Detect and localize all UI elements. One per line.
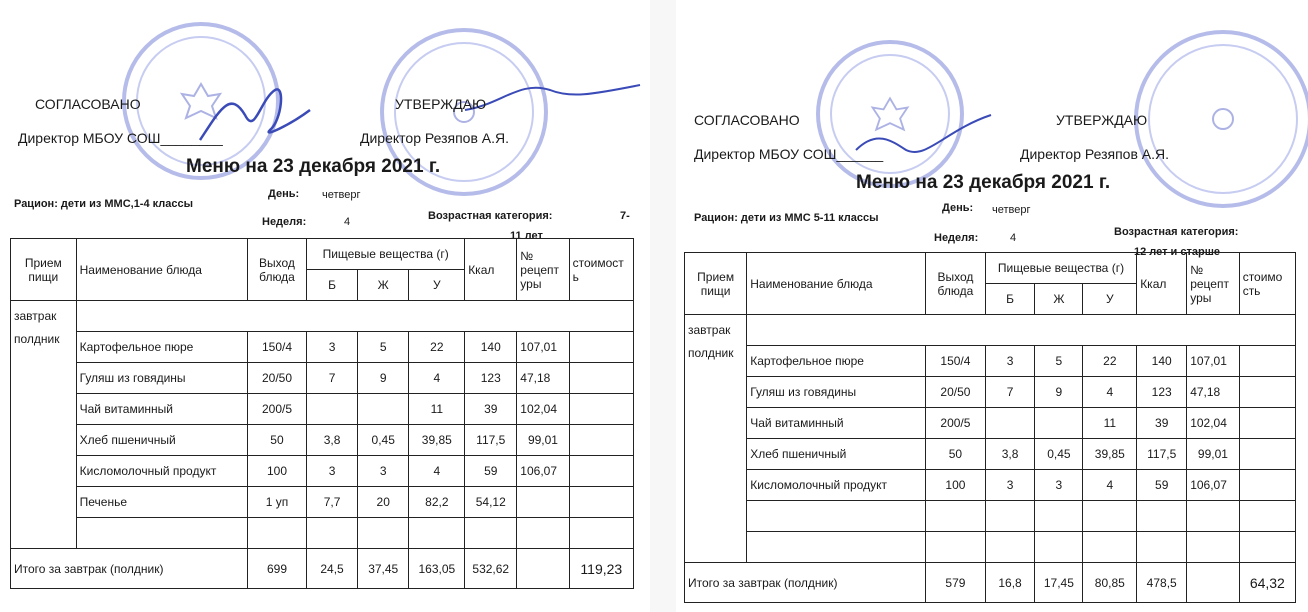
director-school-text: Директор МБОУ СОШ <box>18 130 161 146</box>
dish-yield: 50 <box>247 425 306 456</box>
dish-carbs <box>409 518 465 549</box>
total-label: Итого за завтрак (полдник) <box>11 549 248 589</box>
day-value: четверг <box>992 204 1031 216</box>
day-label: День: <box>268 188 300 200</box>
dish-fat: 3 <box>357 456 408 487</box>
dish-protein <box>985 532 1035 563</box>
dish-carbs: 82,2 <box>409 487 465 518</box>
dish-recipe: 106,07 <box>517 456 569 487</box>
dish-kcal: 39 <box>465 394 517 425</box>
table-row <box>685 315 1296 346</box>
total-yield: 699 <box>247 549 306 589</box>
dish-fat <box>357 394 408 425</box>
table-row <box>11 518 634 549</box>
dish-cost <box>569 394 633 425</box>
director-name-label: Директор Резяпов А.Я. <box>1020 146 1169 162</box>
dish-carbs: 11 <box>409 394 465 425</box>
dish-name: Кисломолочный продукт <box>747 470 926 501</box>
dish-kcal: 59 <box>1137 470 1187 501</box>
dish-carbs: 39,85 <box>1083 439 1137 470</box>
dish-cost <box>1239 439 1295 470</box>
table-row <box>11 487 634 518</box>
dish-carbs: 39,85 <box>409 425 465 456</box>
total-recipe <box>1187 563 1239 603</box>
week-label: Неделя: <box>262 216 307 228</box>
col-kcal: Ккал <box>1137 253 1187 315</box>
meal-snack-text: полдник <box>688 345 734 360</box>
dish-kcal: 117,5 <box>1137 439 1187 470</box>
dish-recipe <box>517 518 569 549</box>
dish-cost <box>569 425 633 456</box>
approved-right-label: УТВЕРЖДАЮ <box>395 96 487 112</box>
col-yield: Выход блюда <box>247 239 306 301</box>
dish-name: Хлеб пшеничный <box>747 439 926 470</box>
dish-carbs: 22 <box>409 332 465 363</box>
table-row <box>11 456 634 487</box>
meal-snack-label <box>685 346 747 563</box>
dish-name: Печенье <box>76 487 247 518</box>
col-fat: Ж <box>1035 284 1083 315</box>
total-kcal: 478,5 <box>1137 563 1187 603</box>
table-row <box>685 532 1296 563</box>
dish-cost <box>1239 470 1295 501</box>
dish-fat <box>1035 408 1083 439</box>
col-fat: Ж <box>357 270 408 301</box>
dish-cost <box>1239 532 1295 563</box>
dish-name: Гуляш из говядины <box>747 377 926 408</box>
dish-cost <box>569 487 633 518</box>
dish-protein <box>985 408 1035 439</box>
dish-carbs: 22 <box>1083 346 1137 377</box>
dish-yield: 20/50 <box>926 377 986 408</box>
handwritten-signature <box>190 70 320 160</box>
total-recipe <box>517 549 569 589</box>
dish-protein <box>307 394 358 425</box>
table-row <box>11 332 634 363</box>
director-name-label: Директор Резяпов А.Я. <box>360 130 509 146</box>
dish-kcal <box>465 518 517 549</box>
dish-kcal: 123 <box>1137 377 1187 408</box>
dish-name: Гуляш из говядины <box>76 363 247 394</box>
week-value: 4 <box>344 216 351 228</box>
dish-recipe: 102,04 <box>517 394 569 425</box>
dish-yield: 200/5 <box>247 394 306 425</box>
dish-cost <box>569 518 633 549</box>
dish-recipe: 99,01 <box>517 425 569 456</box>
dish-carbs: 4 <box>409 456 465 487</box>
table-row <box>685 470 1296 501</box>
table-header-row <box>685 253 1296 284</box>
dish-kcal <box>1137 501 1187 532</box>
total-row <box>685 563 1296 603</box>
dish-yield: 100 <box>926 470 986 501</box>
dish-name <box>76 518 247 549</box>
dish-fat: 0,45 <box>357 425 408 456</box>
dish-protein: 3 <box>985 346 1035 377</box>
handwritten-signature <box>460 60 650 130</box>
age-category-label: Возрастная категория: <box>1114 226 1239 238</box>
dish-kcal: 140 <box>465 332 517 363</box>
meal-breakfast-label: завтрак <box>11 301 77 332</box>
total-cost: 64,32 <box>1239 563 1295 603</box>
dish-carbs: 11 <box>1083 408 1137 439</box>
dish-yield: 150/4 <box>247 332 306 363</box>
col-dish: Наименование блюда <box>747 253 926 315</box>
ration-label: Рацион: дети из ММС,1-4 классы <box>14 198 194 210</box>
menu-table <box>684 252 1296 603</box>
dish-cost <box>569 363 633 394</box>
table-row <box>11 394 634 425</box>
dish-yield: 1 уп <box>247 487 306 518</box>
dish-cost <box>1239 377 1295 408</box>
dish-fat <box>1035 501 1083 532</box>
dish-kcal: 117,5 <box>465 425 517 456</box>
col-dish: Наименование блюда <box>76 239 247 301</box>
dish-protein: 3,8 <box>985 439 1035 470</box>
total-protein: 24,5 <box>307 549 358 589</box>
dish-fat <box>1035 532 1083 563</box>
dish-recipe <box>1187 501 1239 532</box>
dish-protein: 3,8 <box>307 425 358 456</box>
meal-snack-label <box>11 332 77 549</box>
dish-carbs <box>1083 501 1137 532</box>
total-yield: 579 <box>926 563 986 603</box>
dish-fat: 9 <box>1035 377 1083 408</box>
dish-cost <box>569 332 633 363</box>
table-row <box>685 439 1296 470</box>
table-row <box>11 363 634 394</box>
director-school-label <box>18 130 223 146</box>
dish-name <box>747 501 926 532</box>
col-nutrients: Пищевые вещества (г) <box>985 253 1136 284</box>
col-carbs: У <box>409 270 465 301</box>
col-cost: стоимо сть <box>1239 253 1295 315</box>
table-row <box>11 425 634 456</box>
dish-protein: 3 <box>985 470 1035 501</box>
age-category-value-cont: 12 лет и старше <box>1134 246 1220 258</box>
dish-kcal: 123 <box>465 363 517 394</box>
dish-kcal: 54,12 <box>465 487 517 518</box>
empty-cell <box>747 315 1296 346</box>
ration-label: Рацион: дети из ММС 5-11 классы <box>694 212 879 224</box>
director-school-label <box>694 146 883 162</box>
dish-yield: 150/4 <box>926 346 986 377</box>
total-fat: 17,45 <box>1035 563 1083 603</box>
dish-fat: 20 <box>357 487 408 518</box>
dish-protein: 3 <box>307 332 358 363</box>
day-value: четверг <box>322 189 361 201</box>
menu-title: Меню на 23 декабря 2021 г. <box>856 172 1111 193</box>
table-header-row <box>11 239 634 270</box>
total-row <box>11 549 634 589</box>
col-protein: Б <box>985 284 1035 315</box>
table-row <box>685 408 1296 439</box>
menu-title: Меню на 23 декабря 2021 г. <box>186 156 441 177</box>
dish-recipe <box>1187 532 1239 563</box>
dish-protein: 7,7 <box>307 487 358 518</box>
menu-sheet-secondary <box>676 0 1308 612</box>
table-row <box>685 377 1296 408</box>
week-label: Неделя: <box>934 232 979 244</box>
col-cost: стоимост ь <box>569 239 633 301</box>
dish-name: Хлеб пшеничный <box>76 425 247 456</box>
total-protein: 16,8 <box>985 563 1035 603</box>
dish-protein: 3 <box>307 456 358 487</box>
dish-name: Картофельное пюре <box>747 346 926 377</box>
total-fat: 37,45 <box>357 549 408 589</box>
dish-recipe: 99,01 <box>1187 439 1239 470</box>
total-cost: 119,23 <box>569 549 633 589</box>
dish-yield: 50 <box>926 439 986 470</box>
dish-yield: 100 <box>247 456 306 487</box>
dish-yield <box>926 532 986 563</box>
dish-recipe: 47,18 <box>1187 377 1239 408</box>
dish-recipe: 107,01 <box>1187 346 1239 377</box>
sheet-divider <box>650 0 676 612</box>
official-stamp-seal <box>1134 30 1308 208</box>
dish-yield <box>247 518 306 549</box>
dish-name <box>747 532 926 563</box>
col-protein: Б <box>307 270 358 301</box>
age-category-label: Возрастная категория: <box>428 210 553 222</box>
dish-protein <box>985 501 1035 532</box>
total-kcal: 532,62 <box>465 549 517 589</box>
dish-fat: 0,45 <box>1035 439 1083 470</box>
director-school-text: Директор МБОУ СОШ <box>694 146 837 162</box>
meal-snack-text: полдник <box>14 331 60 346</box>
week-value: 4 <box>1010 232 1017 244</box>
dish-recipe: 47,18 <box>517 363 569 394</box>
dish-fat: 5 <box>1035 346 1083 377</box>
dish-recipe <box>517 487 569 518</box>
dish-protein: 7 <box>307 363 358 394</box>
dish-yield: 20/50 <box>247 363 306 394</box>
signature-line: ________ <box>160 130 223 146</box>
table-row <box>11 301 634 332</box>
col-nutrients: Пищевые вещества (г) <box>307 239 465 270</box>
col-yield: Выход блюда <box>926 253 986 315</box>
dish-fat: 3 <box>1035 470 1083 501</box>
col-meal: Прием пищи <box>11 239 77 301</box>
dish-recipe: 102,04 <box>1187 408 1239 439</box>
dish-kcal: 140 <box>1137 346 1187 377</box>
handwritten-signature <box>846 100 996 180</box>
total-label: Итого за завтрак (полдник) <box>685 563 926 603</box>
dish-yield: 200/5 <box>926 408 986 439</box>
age-category-value: 7- <box>620 210 630 222</box>
dish-kcal: 39 <box>1137 408 1187 439</box>
approved-left-label: СОГЛАСОВАНО <box>694 112 800 128</box>
dish-fat <box>357 518 408 549</box>
dish-kcal <box>1137 532 1187 563</box>
dish-cost <box>1239 408 1295 439</box>
approved-right-label: УТВЕРЖДАЮ <box>1056 112 1148 128</box>
dish-carbs <box>1083 532 1137 563</box>
empty-cell <box>76 301 633 332</box>
col-meal: Прием пищи <box>685 253 747 315</box>
day-label: День: <box>942 202 974 214</box>
dish-name: Кисломолочный продукт <box>76 456 247 487</box>
menu-sheet-primary <box>0 0 650 612</box>
dish-fat: 5 <box>357 332 408 363</box>
dish-cost <box>569 456 633 487</box>
dish-cost <box>1239 501 1295 532</box>
dish-carbs: 4 <box>1083 470 1137 501</box>
total-carbs: 163,05 <box>409 549 465 589</box>
table-row <box>685 346 1296 377</box>
col-kcal: Ккал <box>465 239 517 301</box>
dish-kcal: 59 <box>465 456 517 487</box>
signature-line: ______ <box>836 146 884 162</box>
bird-emblem-icon <box>1138 34 1308 204</box>
dish-name: Картофельное пюре <box>76 332 247 363</box>
dish-yield <box>926 501 986 532</box>
meal-breakfast-label: завтрак <box>685 315 747 346</box>
col-recipe: № рецепт уры <box>517 239 569 301</box>
dish-carbs: 4 <box>1083 377 1137 408</box>
dish-carbs: 4 <box>409 363 465 394</box>
dish-cost <box>1239 346 1295 377</box>
dish-name: Чай витаминный <box>747 408 926 439</box>
col-carbs: У <box>1083 284 1137 315</box>
age-category-value-cont: 11 лет <box>510 230 543 242</box>
dish-protein: 7 <box>985 377 1035 408</box>
dish-recipe: 107,01 <box>517 332 569 363</box>
total-carbs: 80,85 <box>1083 563 1137 603</box>
table-row <box>685 501 1296 532</box>
dish-fat: 9 <box>357 363 408 394</box>
menu-table <box>10 238 634 589</box>
col-recipe: № рецепт уры <box>1187 253 1239 315</box>
dish-name: Чай витаминный <box>76 394 247 425</box>
approved-left-label: СОГЛАСОВАНО <box>35 96 141 112</box>
dish-recipe: 106,07 <box>1187 470 1239 501</box>
dish-protein <box>307 518 358 549</box>
